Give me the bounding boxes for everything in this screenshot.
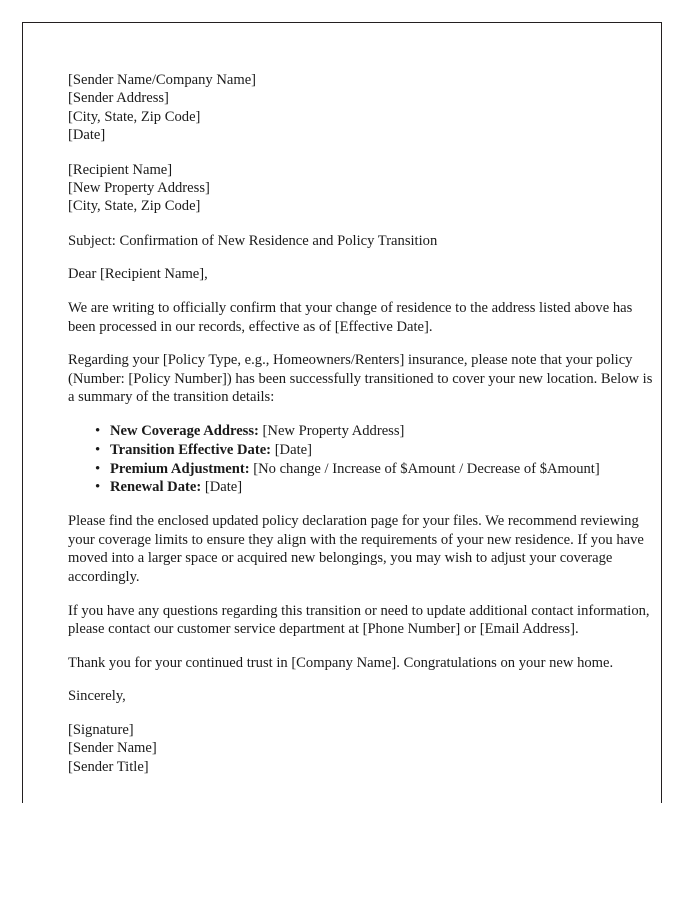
- recipient-property-address-line: [New Property Address]: [68, 180, 210, 197]
- detail-value-transition-effective-date: [Date]: [274, 441, 312, 458]
- list-item: [110, 422, 658, 441]
- detail-value-premium-adjustment: [No change / Increase of $Amount / Decrease of $Amount]: [253, 460, 600, 477]
- letter-body: [68, 71, 658, 776]
- document-page-frame: [22, 22, 662, 803]
- detail-label-renewal-date: Renewal Date:: [110, 479, 202, 496]
- paragraph-policy-transition: Regarding your [Policy Type, e.g., Homeowners/Renters] insurance, please note that your policy (Number: [Policy Number]) has been successfully transitioned to cover your new location. Below is a summary of the transition details:: [68, 352, 653, 406]
- paragraph-enclosed-declaration: Please find the enclosed updated policy declaration page for your files. We recommend reviewing your coverage limits to ensure they align with the requirements of your new residence. If you have moved into a larger space or acquired new belongings, you may wish to adjust your coverage accordingly.: [68, 513, 644, 585]
- sender-city-state-zip-line: [City, State, Zip Code]: [68, 108, 201, 125]
- closing-line: Sincerely,: [68, 688, 126, 705]
- signature-placeholder-line: [Signature]: [68, 721, 134, 738]
- salutation-line: Dear [Recipient Name],: [68, 266, 208, 283]
- detail-label-new-coverage-address: New Coverage Address:: [110, 423, 259, 439]
- sender-address-line: [Sender Address]: [68, 90, 169, 107]
- signature-block: [68, 721, 658, 776]
- list-item: [110, 441, 658, 460]
- subject-line: Subject: Confirmation of New Residence and Policy Transition: [68, 232, 438, 249]
- signature-sender-title-line: [Sender Title]: [68, 758, 149, 775]
- recipient-city-state-zip-line: [City, State, Zip Code]: [68, 198, 201, 215]
- detail-label-transition-effective-date: Transition Effective Date:: [110, 441, 272, 458]
- recipient-name-line: [Recipient Name]: [68, 161, 173, 178]
- recipient-address-block: [68, 161, 658, 216]
- transition-details-list: [68, 422, 658, 497]
- paragraph-contact-information: If you have any questions regarding this transition or need to update additional contact information, please contact our customer service department at [Phone Number] or [Email Address].: [68, 602, 650, 638]
- detail-value-new-coverage-address: [New Property Address]: [262, 423, 405, 439]
- signature-sender-name-line: [Sender Name]: [68, 740, 157, 757]
- detail-value-renewal-date: [Date]: [204, 479, 243, 496]
- sender-address-block: [68, 71, 658, 145]
- list-item: [110, 460, 658, 479]
- sender-name-line: [Sender Name/Company Name]: [68, 72, 257, 88]
- paragraph-thank-you: Thank you for your continued trust in [Company Name]. Congratulations on your new home.: [68, 654, 614, 671]
- list-item: [110, 478, 658, 497]
- sender-date-line: [Date]: [68, 127, 106, 144]
- detail-label-premium-adjustment: Premium Adjustment:: [110, 460, 250, 477]
- paragraph-confirmation: We are writing to officially confirm that your change of residence to the address listed above has been processed in our records, effective as of [Effective Date].: [68, 300, 633, 335]
